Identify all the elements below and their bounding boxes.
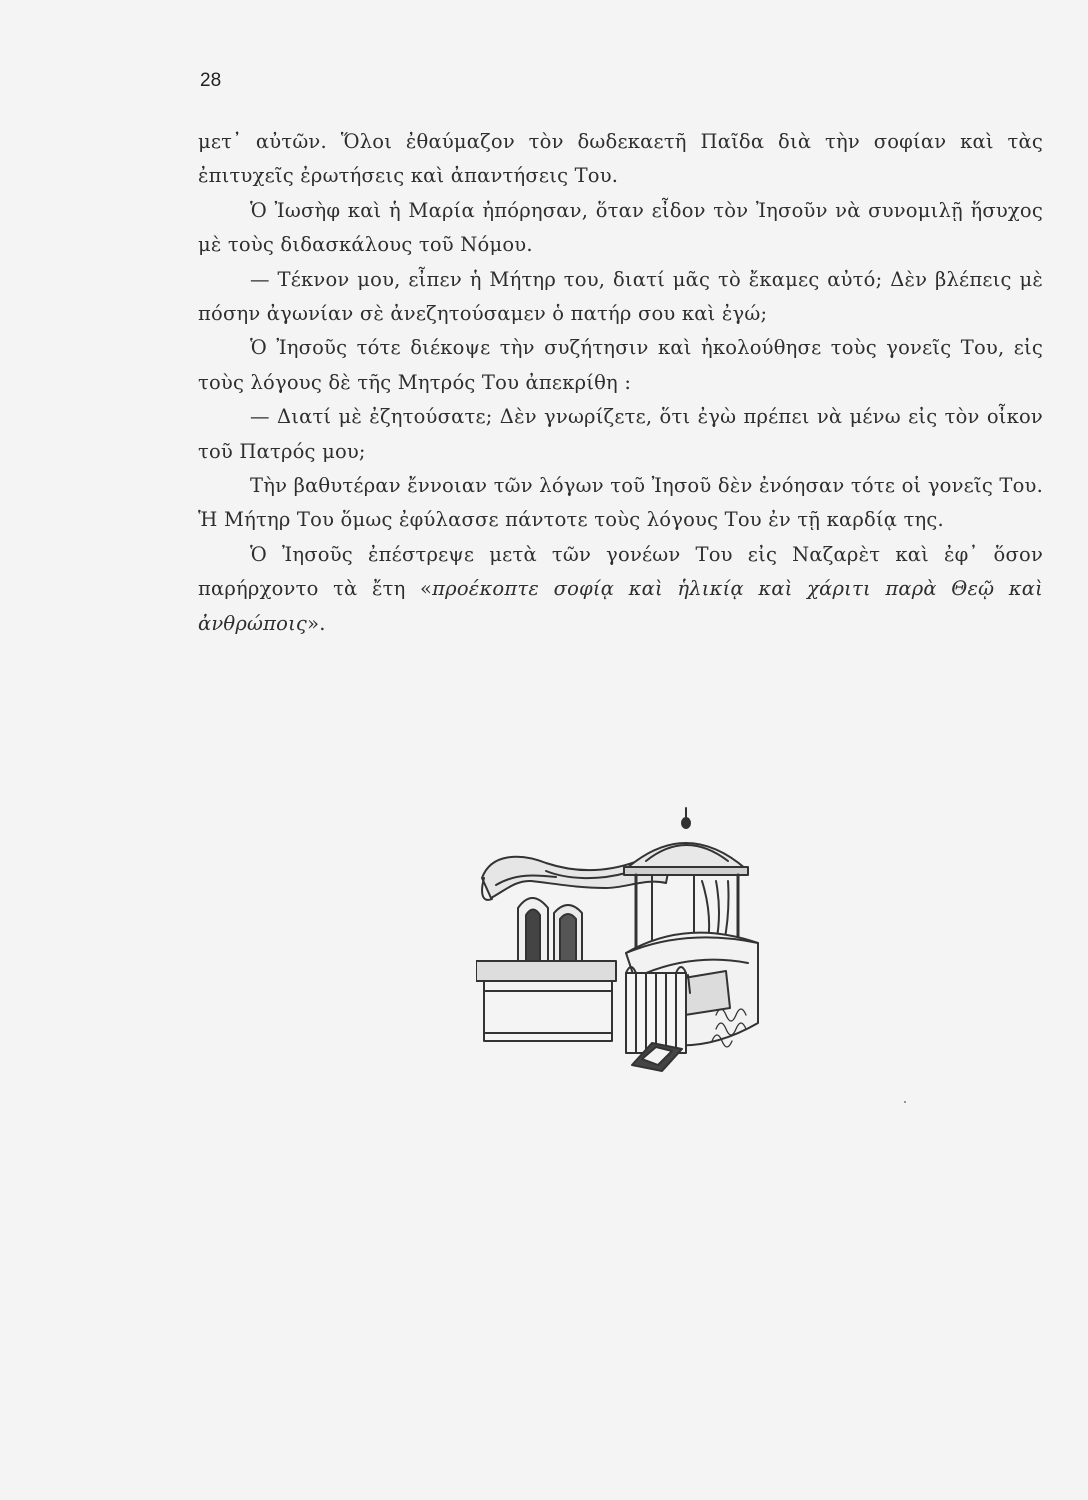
church-interior-icon: [476, 803, 778, 1073]
paragraph-jesus-answer: — Διατί μὲ ἐζητούσατε; Δὲν γνωρίζετε, ὅτι ἐγὼ πρέπει νὰ μένω εἰς τὸν οἶκον τοῦ Πατρός μου;: [198, 405, 1043, 463]
paragraph-mother-question: — Τέκνον μου, εἶπεν ἡ Μήτηρ του, διατί μᾶς τὸ ἔκαμες αὐτό; Δὲν βλέπεις μὲ πόσην ἀγωνίαν σὲ ἀνεζητούσαμεν ὁ πατήρ σου καὶ ἐγώ;: [198, 267, 1043, 326]
scripture-quote: προέκοπτε σοφίᾳ καὶ ἡλικίᾳ καὶ χάριτι παρὰ Θεῷ καὶ ἀνθρώποις: [198, 577, 1043, 635]
paragraph-jesus-response-intro: Ὁ Ἰησοῦς τότε διέκοψε τὴν συζήτησιν καὶ ἠκολούθησε τοὺς γονεῖς Του, εἰς τοὺς λόγους δὲ τῆς Μητρός Του ἀπεκρίθη :: [198, 336, 1043, 394]
quote-open-mark: «: [420, 577, 433, 601]
page-number: 28: [200, 70, 222, 91]
text-block: [198, 125, 1043, 641]
paragraph-joseph-mary: Ὁ Ἰωσὴφ καὶ ἡ Μαρία ἠπόρησαν, ὅταν εἶδον τὸν Ἰησοῦν νὰ συνομιλῇ ἥσυχος μὲ τοὺς διδασκάλους τοῦ Νόμου.: [198, 198, 1043, 257]
stray-speck: [904, 1101, 906, 1103]
paragraph-parents-understanding: Τὴν βαθυτέραν ἔννοιαν τῶν λόγων τοῦ Ἰησοῦ δὲν ἐνόησαν τότε οἱ γονεῖς Του. Ἡ Μήτηρ Του ὅμως ἐφύλασσε πάντοτε τοὺς λόγους Του ἐν τῇ καρδίᾳ της.: [198, 474, 1043, 532]
paragraph-lead-text: Ὁ Ἰησοῦς ἐπέστρεψε μετὰ τῶν γονέων Του εἰς Ναζαρὲτ καὶ ἐφ᾽ ὅσον παρήρχοντο τὰ ἔτη: [198, 542, 1043, 601]
paragraph-continuation: μετ᾽ αὐτῶν. Ὅλοι ἐθαύμαζον τὸν δωδεκαετῆ Παῖδα διὰ τὴν σοφίαν καὶ τὰς ἐπιτυχεῖς ἐρωτήσεις καὶ ἀπαντήσεις Του.: [198, 130, 1043, 188]
quote-close-mark: ».: [307, 611, 326, 635]
paragraph-return-nazareth: [198, 538, 1043, 641]
